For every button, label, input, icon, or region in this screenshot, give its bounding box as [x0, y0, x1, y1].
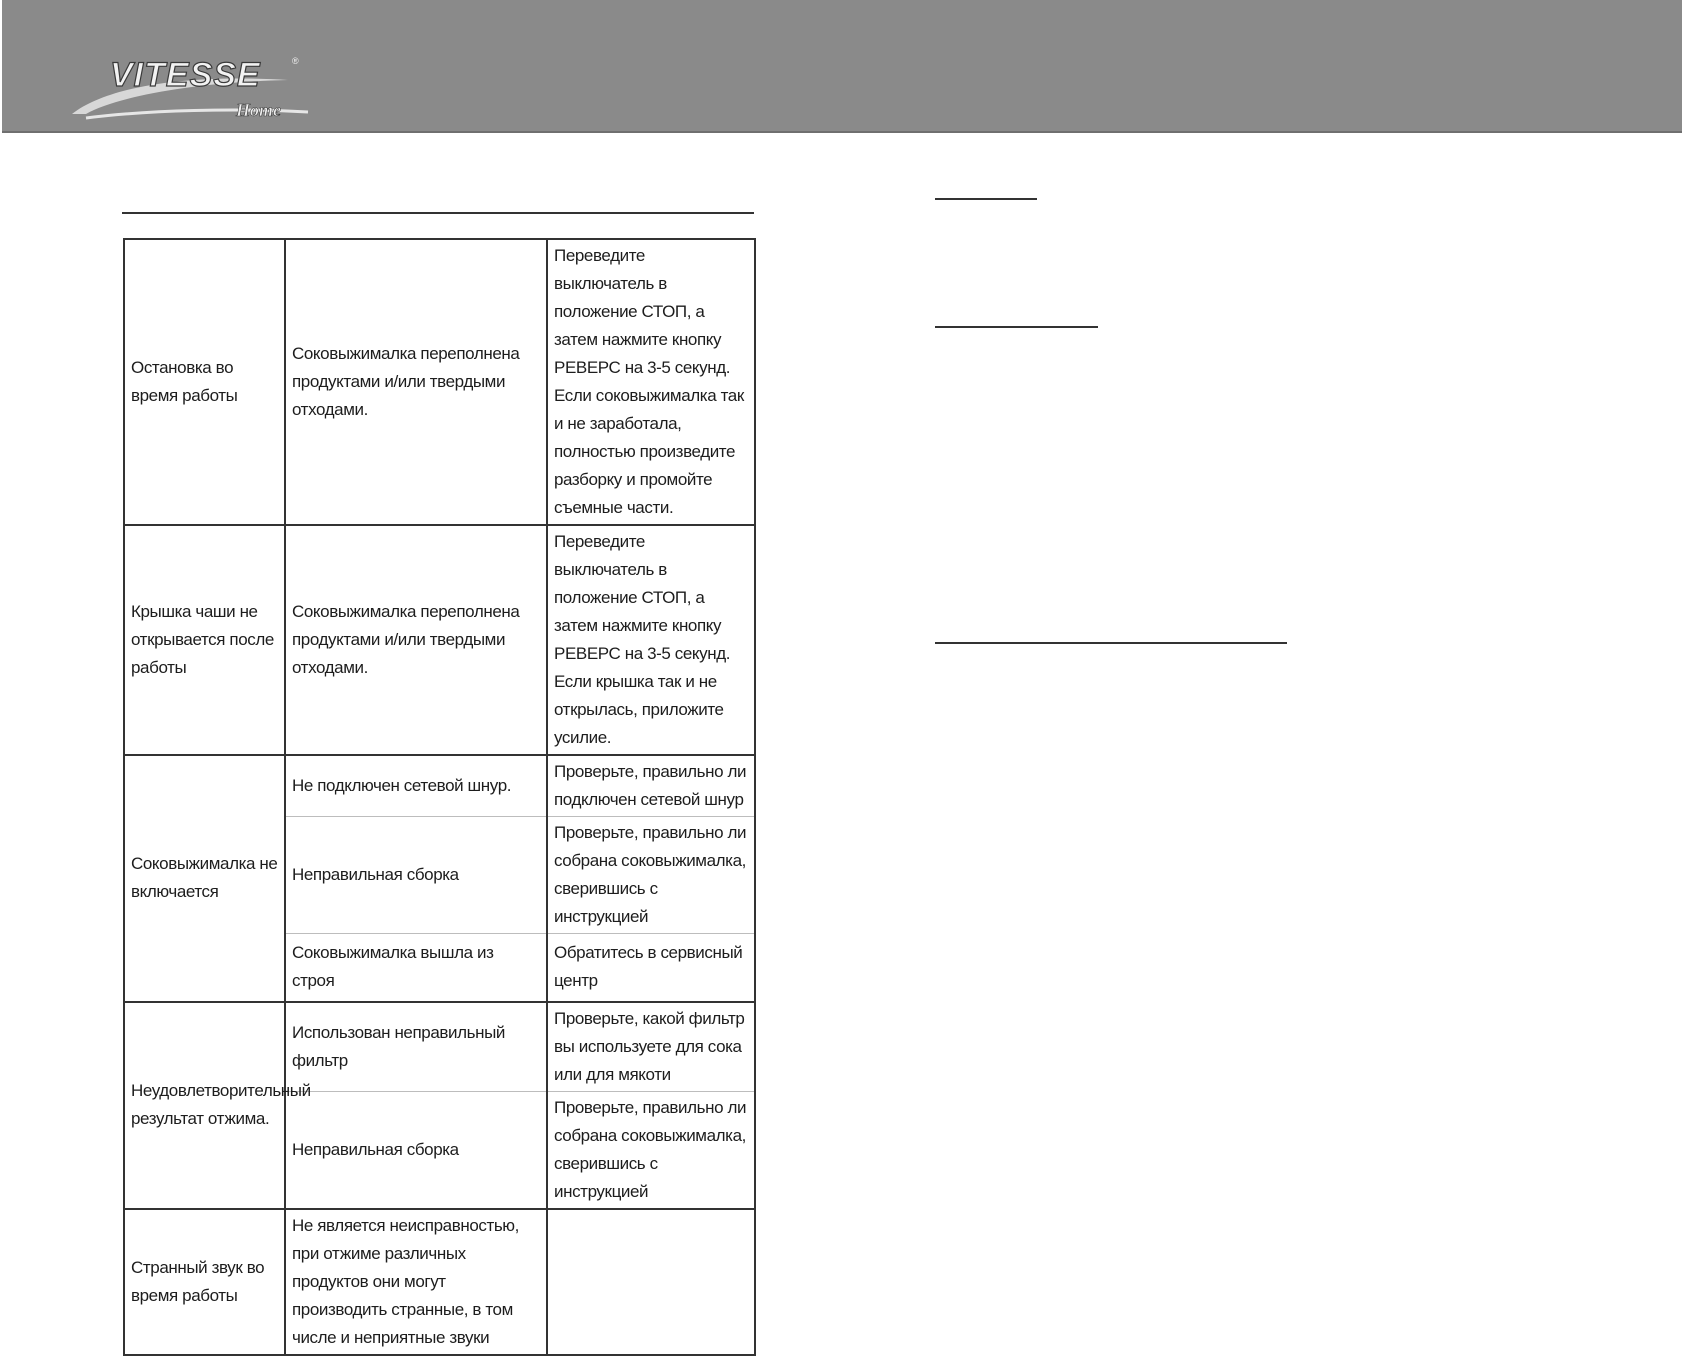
vitesse-home-logo: [68, 52, 313, 124]
table-row: [124, 525, 755, 755]
page-header-band: [2, 0, 1682, 133]
heading-underline-3: [935, 642, 1287, 644]
heading-underline-2: [935, 326, 1098, 328]
section-divider: [122, 212, 754, 214]
logo-sub-text: Home: [236, 100, 281, 120]
cause-cell: Соковыжималка вышла из строя: [285, 934, 547, 1002]
cause-cell: Не подключен сетевой шнур.: [285, 755, 547, 817]
solution-cell: Проверьте, правильно ли собрана соковыжималка, сверившись с инструкцией: [547, 817, 755, 934]
table-row: [124, 239, 755, 525]
solution-cell: Проверьте, правильно ли подключен сетевой шнур: [547, 755, 755, 817]
logo-brand-text: VITESSE: [110, 56, 261, 94]
cause-cell: Не является неисправностью, при отжиме различных продуктов они могут производить странные, в том числе и неприятные звуки: [285, 1209, 547, 1355]
solution-cell: Проверьте, правильно ли собрана соковыжималка, сверившись с инструкцией: [547, 1091, 755, 1209]
troubleshooting-table: [123, 238, 756, 1356]
solution-cell: Обратитесь в сервисный центр: [547, 934, 755, 1002]
problem-cell: Остановка во время работы: [124, 239, 285, 525]
cause-cell: Соковыжималка переполнена продуктами и/или твердыми отходами.: [285, 525, 547, 755]
heading-underline-1: [935, 198, 1037, 200]
problem-cell: Странный звук во время работы: [124, 1209, 285, 1355]
solution-cell: Переведите выключатель в положение СТОП, а затем нажмите кнопку РЕВЕРС на 3-5 секунд. Если крышка так и не открылась, приложите усилие.: [547, 525, 755, 755]
cause-cell: Использован неправильный фильтр: [285, 1002, 547, 1092]
problem-cell: Неудовлетворительный результат отжима.: [124, 1002, 285, 1209]
cause-cell: Соковыжималка переполнена продуктами и/или твердыми отходами.: [285, 239, 547, 525]
cause-cell: Неправильная сборка: [285, 817, 547, 934]
solution-cell: [547, 1209, 755, 1355]
solution-cell: Переведите выключатель в положение СТОП, а затем нажмите кнопку РЕВЕРС на 3-5 секунд. Если соковыжималка так и не заработала, полностью произведите разборку и промойте съемные части.: [547, 239, 755, 525]
cause-cell: Неправильная сборка: [285, 1091, 547, 1209]
table-row: [124, 1209, 755, 1355]
logo-registered-mark: ®: [292, 56, 299, 66]
problem-cell: Крышка чаши не открывается после работы: [124, 525, 285, 755]
table-row: [124, 1002, 755, 1092]
problem-cell: Соковыжималка не включается: [124, 755, 285, 1002]
solution-cell: Проверьте, какой фильтр вы используете для сока или для мякоти: [547, 1002, 755, 1092]
table-row: [124, 755, 755, 817]
